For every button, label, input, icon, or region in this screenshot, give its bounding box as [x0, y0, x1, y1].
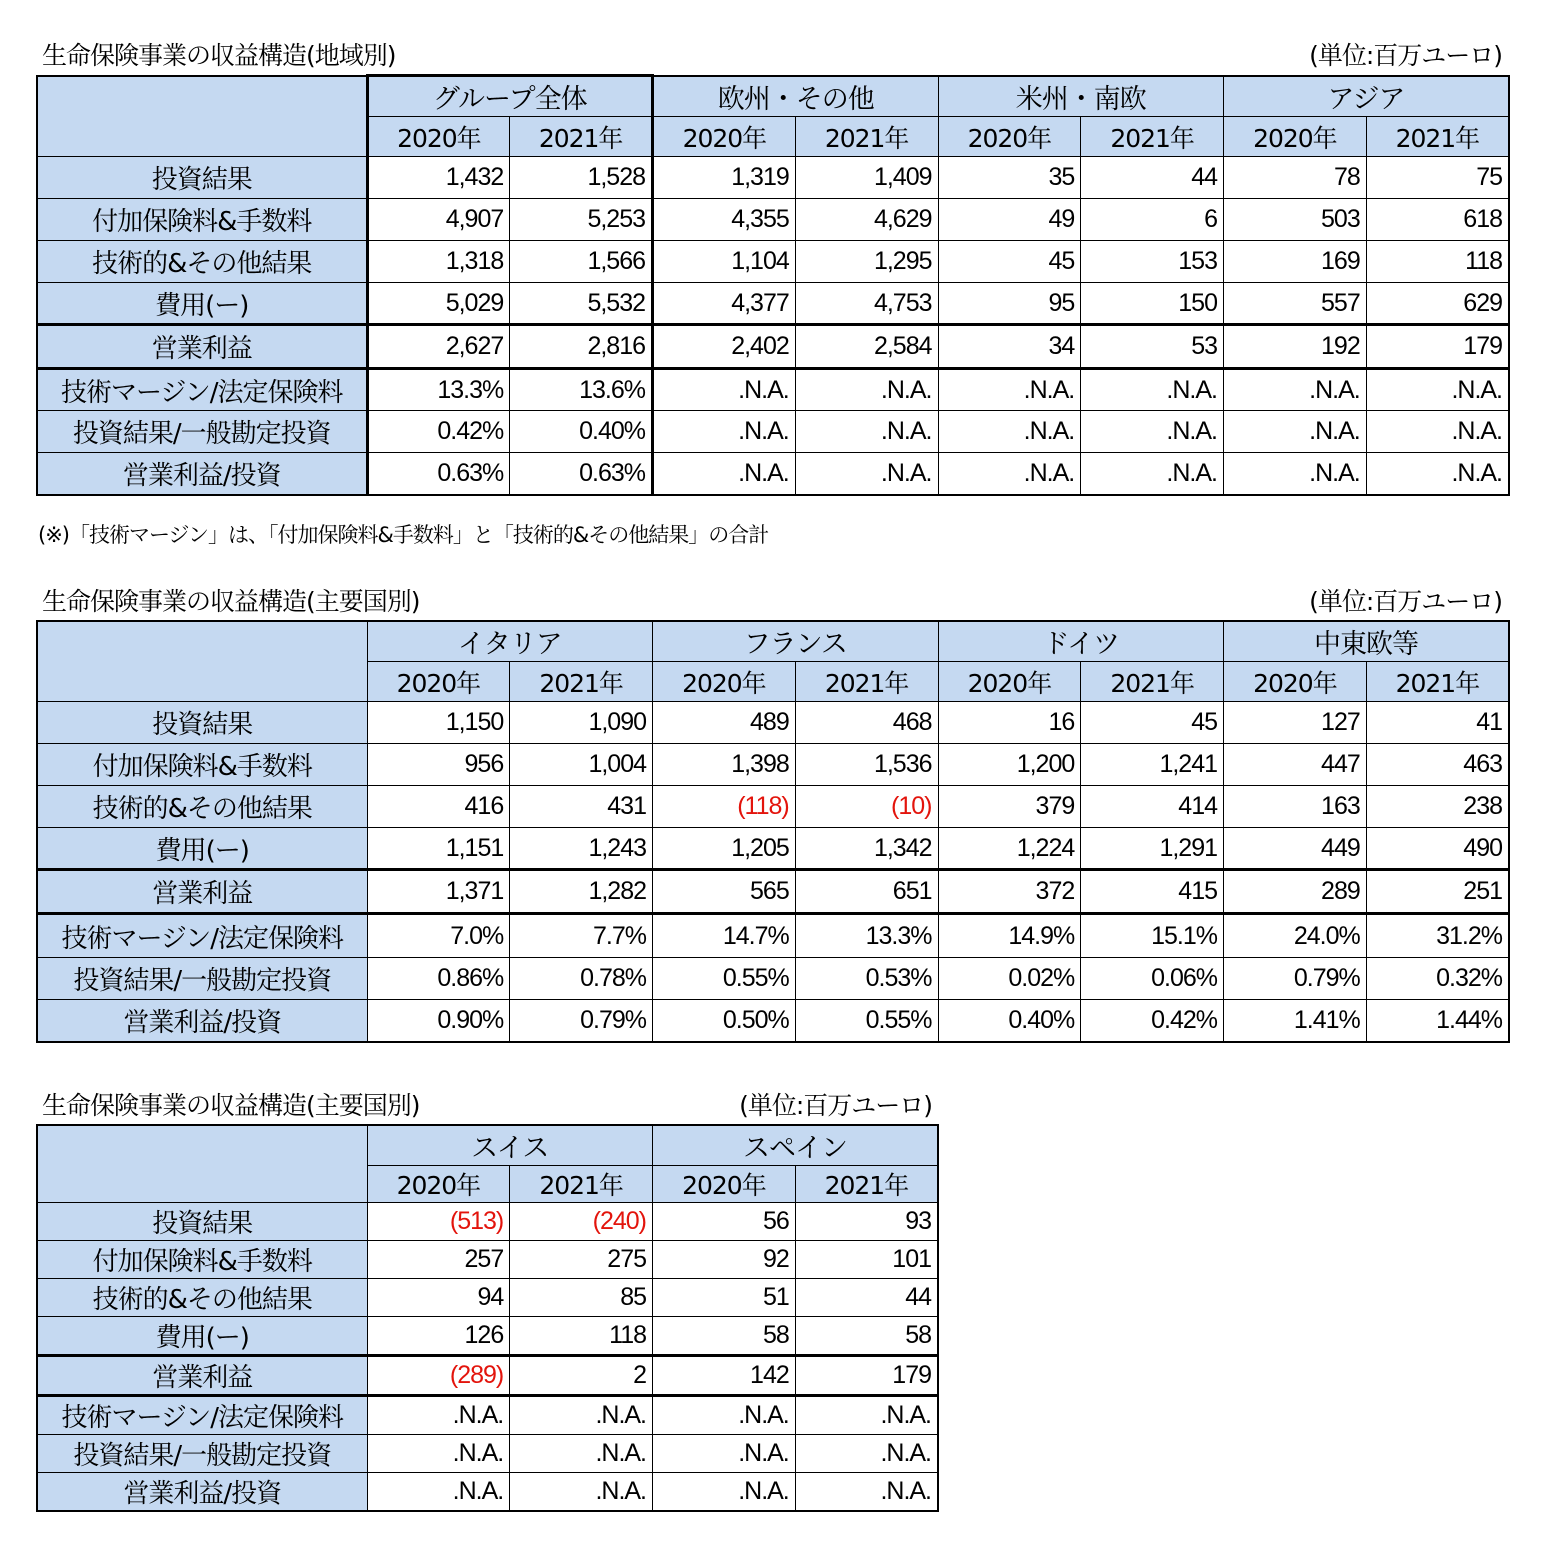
value-cell: .N.A.	[795, 1473, 938, 1512]
value-cell: 24.0%	[1224, 914, 1367, 958]
row-label: 費用(ー)	[37, 283, 367, 325]
value-cell: .N.A.	[367, 1473, 510, 1512]
value-cell: .N.A.	[510, 1435, 653, 1473]
value-cell: (118)	[653, 786, 796, 828]
row-label: 営業利益	[37, 1356, 367, 1396]
group-header: スイス	[367, 1125, 653, 1166]
value-cell: 0.55%	[653, 958, 796, 1000]
value-cell: 75	[1366, 157, 1509, 199]
value-cell: 257	[367, 1241, 510, 1279]
value-cell: 1.44%	[1366, 1000, 1509, 1042]
header-corner	[37, 621, 367, 702]
table-row	[37, 1356, 938, 1396]
value-cell: 0.40%	[510, 411, 653, 453]
value-cell: 35	[938, 157, 1081, 199]
value-cell: 1,151	[367, 828, 510, 870]
year-header: 2021年	[1081, 117, 1224, 157]
value-cell: 6	[1081, 199, 1224, 241]
value-cell: 118	[1366, 241, 1509, 283]
year-header: 2021年	[1366, 662, 1509, 702]
value-cell: 45	[938, 241, 1081, 283]
value-cell: .N.A.	[653, 411, 796, 453]
value-cell: 1,150	[367, 702, 510, 744]
value-cell: 1,295	[795, 241, 938, 283]
caption-row	[36, 586, 1508, 620]
unit-label: (単位:百万ユーロ)	[1309, 587, 1502, 616]
value-cell: 163	[1224, 786, 1367, 828]
value-cell: 629	[1366, 283, 1509, 325]
table-row	[37, 744, 1509, 786]
value-cell: .N.A.	[1366, 411, 1509, 453]
year-header: 2020年	[367, 117, 510, 157]
value-cell: .N.A.	[1366, 453, 1509, 495]
value-cell: 0.55%	[795, 1000, 938, 1042]
value-cell: 4,629	[795, 199, 938, 241]
table-row	[37, 914, 1509, 958]
value-cell: .N.A.	[1224, 411, 1367, 453]
value-cell: 5,253	[510, 199, 653, 241]
value-cell: 1,205	[653, 828, 796, 870]
table-row	[37, 283, 1509, 325]
row-label: 費用(ー)	[37, 828, 367, 870]
value-cell: 372	[938, 870, 1081, 914]
value-cell: 1,536	[795, 744, 938, 786]
row-label: 営業利益/投資	[37, 1000, 367, 1042]
value-cell: .N.A.	[653, 453, 796, 495]
value-cell: .N.A.	[1081, 453, 1224, 495]
value-cell: .N.A.	[1224, 453, 1367, 495]
value-cell: 449	[1224, 828, 1367, 870]
caption-row	[36, 1090, 938, 1124]
value-cell: 1,566	[510, 241, 653, 283]
value-cell: 0.02%	[938, 958, 1081, 1000]
value-cell: 45	[1081, 702, 1224, 744]
year-header: 2020年	[938, 662, 1081, 702]
row-label: 営業利益	[37, 870, 367, 914]
group-header: ドイツ	[938, 621, 1224, 662]
year-header: 2021年	[795, 117, 938, 157]
value-cell: 4,907	[367, 199, 510, 241]
section-countries	[36, 586, 1510, 1043]
profit-table-countries	[36, 620, 1510, 1043]
value-cell: 503	[1224, 199, 1367, 241]
group-header: 米州・南欧	[938, 76, 1224, 117]
value-cell: .N.A.	[1081, 411, 1224, 453]
value-cell: 153	[1081, 241, 1224, 283]
value-cell: 5,029	[367, 283, 510, 325]
header-row-groups	[37, 1125, 938, 1166]
value-cell: .N.A.	[653, 1396, 796, 1435]
value-cell: 618	[1366, 199, 1509, 241]
table-row	[37, 325, 1509, 369]
value-cell: 489	[653, 702, 796, 744]
table-row	[37, 786, 1509, 828]
value-cell: 127	[1224, 702, 1367, 744]
value-cell: 49	[938, 199, 1081, 241]
year-header: 2020年	[653, 662, 796, 702]
value-cell: 7.7%	[510, 914, 653, 958]
value-cell: .N.A.	[938, 411, 1081, 453]
year-header: 2021年	[1081, 662, 1224, 702]
value-cell: 0.90%	[367, 1000, 510, 1042]
value-cell: 251	[1366, 870, 1509, 914]
value-cell: 2,627	[367, 325, 510, 369]
value-cell: .N.A.	[1366, 369, 1509, 411]
value-cell: 463	[1366, 744, 1509, 786]
header-corner	[37, 76, 367, 157]
value-cell: 44	[795, 1279, 938, 1317]
profit-table-countries-2	[36, 1124, 939, 1512]
value-cell: 468	[795, 702, 938, 744]
value-cell: 179	[1366, 325, 1509, 369]
value-cell: 431	[510, 786, 653, 828]
value-cell: (240)	[510, 1203, 653, 1241]
value-cell: 0.42%	[367, 411, 510, 453]
table-row	[37, 828, 1509, 870]
value-cell: 0.42%	[1081, 1000, 1224, 1042]
value-cell: 0.79%	[1224, 958, 1367, 1000]
table-row	[37, 1435, 938, 1473]
value-cell: .N.A.	[938, 453, 1081, 495]
unit-label: (単位:百万ユーロ)	[739, 1091, 932, 1120]
row-label: 投資結果/一般勘定投資	[37, 411, 367, 453]
group-header: イタリア	[367, 621, 653, 662]
value-cell: 275	[510, 1241, 653, 1279]
value-cell: .N.A.	[653, 1435, 796, 1473]
value-cell: 93	[795, 1203, 938, 1241]
row-label: 技術的&その他結果	[37, 241, 367, 283]
value-cell: 2	[510, 1356, 653, 1396]
table-row	[37, 241, 1509, 283]
group-header: スペイン	[653, 1125, 939, 1166]
table-row	[37, 958, 1509, 1000]
value-cell: 101	[795, 1241, 938, 1279]
value-cell: 1,528	[510, 157, 653, 199]
value-cell: 447	[1224, 744, 1367, 786]
value-cell: 13.3%	[795, 914, 938, 958]
group-header: 欧州・その他	[653, 76, 939, 117]
value-cell: 557	[1224, 283, 1367, 325]
row-label: 付加保険料&手数料	[37, 199, 367, 241]
value-cell: 1,319	[653, 157, 796, 199]
table-row	[37, 1279, 938, 1317]
table-row	[37, 453, 1509, 495]
section-title: 生命保険事業の収益構造(主要国別)	[42, 1091, 420, 1120]
value-cell: 1,432	[367, 157, 510, 199]
value-cell: 1,104	[653, 241, 796, 283]
footnote: (※)「技術マージン」は、「付加保険料&手数料」と「技術的&その他結果」の合計	[38, 523, 769, 547]
value-cell: 0.53%	[795, 958, 938, 1000]
row-label: 技術的&その他結果	[37, 786, 367, 828]
value-cell: 5,532	[510, 283, 653, 325]
row-label: 技術マージン/法定保険料	[37, 914, 367, 958]
value-cell: 956	[367, 744, 510, 786]
value-cell: 415	[1081, 870, 1224, 914]
value-cell: .N.A.	[510, 1396, 653, 1435]
year-header: 2021年	[510, 117, 653, 157]
value-cell: 1.41%	[1224, 1000, 1367, 1042]
value-cell: 4,355	[653, 199, 796, 241]
value-cell: 51	[653, 1279, 796, 1317]
row-label: 付加保険料&手数料	[37, 1241, 367, 1279]
value-cell: (513)	[367, 1203, 510, 1241]
header-row-groups	[37, 76, 1509, 117]
row-label: 投資結果	[37, 702, 367, 744]
year-header: 2021年	[510, 1166, 653, 1203]
caption-row	[36, 40, 1508, 74]
table-row	[37, 1473, 938, 1512]
value-cell: 1,409	[795, 157, 938, 199]
value-cell: 1,200	[938, 744, 1081, 786]
value-cell: 289	[1224, 870, 1367, 914]
value-cell: 41	[1366, 702, 1509, 744]
value-cell: .N.A.	[1081, 369, 1224, 411]
value-cell: 0.50%	[653, 1000, 796, 1042]
value-cell: 14.7%	[653, 914, 796, 958]
year-header: 2020年	[653, 1166, 796, 1203]
year-header: 2020年	[938, 117, 1081, 157]
value-cell: 4,753	[795, 283, 938, 325]
value-cell: 31.2%	[1366, 914, 1509, 958]
value-cell: 1,090	[510, 702, 653, 744]
value-cell: 16	[938, 702, 1081, 744]
value-cell: 0.32%	[1366, 958, 1509, 1000]
value-cell: (289)	[367, 1356, 510, 1396]
value-cell: 2,816	[510, 325, 653, 369]
value-cell: 7.0%	[367, 914, 510, 958]
year-header: 2021年	[1366, 117, 1509, 157]
year-header: 2021年	[795, 662, 938, 702]
row-label: 投資結果/一般勘定投資	[37, 1435, 367, 1473]
value-cell: .N.A.	[795, 1435, 938, 1473]
value-cell: 1,241	[1081, 744, 1224, 786]
year-header: 2020年	[1224, 662, 1367, 702]
value-cell: 92	[653, 1241, 796, 1279]
value-cell: 1,282	[510, 870, 653, 914]
value-cell: .N.A.	[1224, 369, 1367, 411]
row-label: 費用(ー)	[37, 1317, 367, 1356]
value-cell: 0.79%	[510, 1000, 653, 1042]
value-cell: 1,371	[367, 870, 510, 914]
group-header: 中東欧等	[1224, 621, 1510, 662]
section-title: 生命保険事業の収益構造(地域別)	[42, 41, 396, 70]
value-cell: 44	[1081, 157, 1224, 199]
table-row	[37, 199, 1509, 241]
table-row	[37, 1203, 938, 1241]
value-cell: 1,291	[1081, 828, 1224, 870]
value-cell: 78	[1224, 157, 1367, 199]
value-cell: 169	[1224, 241, 1367, 283]
row-label: 営業利益/投資	[37, 453, 367, 495]
value-cell: .N.A.	[653, 369, 796, 411]
header-corner	[37, 1125, 367, 1203]
value-cell: 118	[510, 1317, 653, 1356]
value-cell: 2,584	[795, 325, 938, 369]
value-cell: .N.A.	[653, 1473, 796, 1512]
row-label: 技術マージン/法定保険料	[37, 369, 367, 411]
value-cell: 416	[367, 786, 510, 828]
table-row	[37, 1241, 938, 1279]
value-cell: 379	[938, 786, 1081, 828]
value-cell: 0.63%	[510, 453, 653, 495]
row-label: 営業利益	[37, 325, 367, 369]
value-cell: 0.63%	[367, 453, 510, 495]
value-cell: 13.3%	[367, 369, 510, 411]
value-cell: .N.A.	[367, 1435, 510, 1473]
value-cell: 53	[1081, 325, 1224, 369]
value-cell: 651	[795, 870, 938, 914]
value-cell: 565	[653, 870, 796, 914]
value-cell: 1,243	[510, 828, 653, 870]
table-row	[37, 411, 1509, 453]
table-row	[37, 702, 1509, 744]
value-cell: 150	[1081, 283, 1224, 325]
row-label: 投資結果/一般勘定投資	[37, 958, 367, 1000]
row-label: 付加保険料&手数料	[37, 744, 367, 786]
year-header: 2020年	[367, 1166, 510, 1203]
value-cell: 13.6%	[510, 369, 653, 411]
value-cell: 179	[795, 1356, 938, 1396]
value-cell: .N.A.	[795, 411, 938, 453]
value-cell: 0.78%	[510, 958, 653, 1000]
year-header: 2020年	[1224, 117, 1367, 157]
year-header: 2020年	[653, 117, 796, 157]
section-regional	[36, 40, 1510, 496]
value-cell: 1,318	[367, 241, 510, 283]
value-cell: 1,342	[795, 828, 938, 870]
value-cell: 56	[653, 1203, 796, 1241]
value-cell: 1,398	[653, 744, 796, 786]
year-header: 2021年	[510, 662, 653, 702]
value-cell: 58	[653, 1317, 796, 1356]
table-row	[37, 1317, 938, 1356]
value-cell: 0.86%	[367, 958, 510, 1000]
value-cell: 2,402	[653, 325, 796, 369]
value-cell: .N.A.	[938, 369, 1081, 411]
value-cell: 142	[653, 1356, 796, 1396]
table-row	[37, 1000, 1509, 1042]
value-cell: 94	[367, 1279, 510, 1317]
table-row	[37, 1396, 938, 1435]
year-header: 2020年	[367, 662, 510, 702]
unit-label: (単位:百万ユーロ)	[1309, 41, 1502, 70]
value-cell: 1,224	[938, 828, 1081, 870]
group-header: フランス	[653, 621, 939, 662]
table-row	[37, 157, 1509, 199]
table-row	[37, 369, 1509, 411]
value-cell: 490	[1366, 828, 1509, 870]
table-row	[37, 870, 1509, 914]
row-label: 営業利益/投資	[37, 1473, 367, 1512]
profit-table-regional	[36, 74, 1510, 496]
value-cell: 126	[367, 1317, 510, 1356]
row-label: 投資結果	[37, 1203, 367, 1241]
value-cell: 34	[938, 325, 1081, 369]
value-cell: .N.A.	[795, 369, 938, 411]
value-cell: 14.9%	[938, 914, 1081, 958]
group-header: グループ全体	[367, 76, 653, 117]
value-cell: 238	[1366, 786, 1509, 828]
value-cell: 85	[510, 1279, 653, 1317]
value-cell: 1,004	[510, 744, 653, 786]
value-cell: .N.A.	[795, 453, 938, 495]
value-cell: 0.06%	[1081, 958, 1224, 1000]
row-label: 技術的&その他結果	[37, 1279, 367, 1317]
year-header: 2021年	[795, 1166, 938, 1203]
section-countries-2	[36, 1090, 939, 1512]
value-cell: 15.1%	[1081, 914, 1224, 958]
value-cell: 4,377	[653, 283, 796, 325]
row-label: 投資結果	[37, 157, 367, 199]
group-header: アジア	[1224, 76, 1510, 117]
value-cell: 414	[1081, 786, 1224, 828]
value-cell: (10)	[795, 786, 938, 828]
row-label: 技術マージン/法定保険料	[37, 1396, 367, 1435]
value-cell: 58	[795, 1317, 938, 1356]
header-row-groups	[37, 621, 1509, 662]
value-cell: 192	[1224, 325, 1367, 369]
value-cell: .N.A.	[795, 1396, 938, 1435]
value-cell: 0.40%	[938, 1000, 1081, 1042]
section-title: 生命保険事業の収益構造(主要国別)	[42, 587, 420, 616]
value-cell: .N.A.	[367, 1396, 510, 1435]
value-cell: .N.A.	[510, 1473, 653, 1512]
value-cell: 95	[938, 283, 1081, 325]
